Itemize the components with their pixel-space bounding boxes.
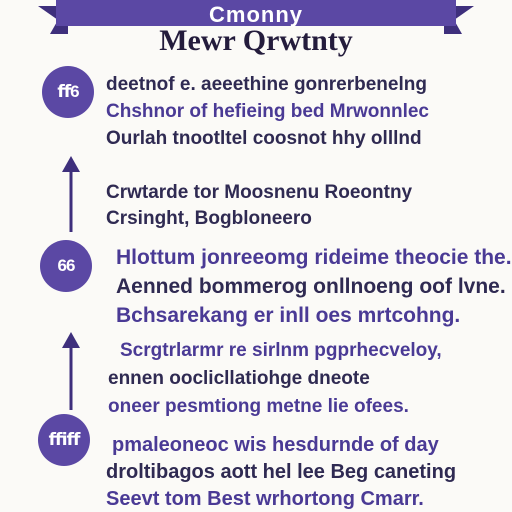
step-marker-3 [38,414,90,466]
block3-line1: Hlottum jonreeomg rideime theocie the. [116,246,512,269]
block2-line2: Crsinght, Bogbloneero [106,208,312,229]
step-marker-1-label: ﬀ6 [57,82,79,101]
block3-line2: Aenned bommerog onllnoeng oof lvne. [116,275,506,298]
step-marker-1 [42,66,94,118]
step-marker-2-label: 66 [57,256,75,275]
block1-line2: Chshnor of hefieing bed Mrwonnlec [106,101,429,122]
page-title: Mewr Qrwtnty [159,24,353,57]
block1-line3: Ourlah tnootltel coosnot hhy olllnd [106,128,422,149]
block2-line1: Crwtarde tor Moosnenu Roeontny [106,182,413,203]
block4-line1: Scrgtrlarmr re sirlnm pgprhecveloy, [120,340,442,361]
block1-line1: deetnof e. aeeethine gonrerbenelng [106,74,427,95]
block3-line3: Bchsarekang er inll oes mrtcohng. [116,304,461,327]
step-marker-3-label: ﬃﬀ [48,430,80,449]
block4-line3: oneer pesmtiong metne lie ofees. [108,396,409,417]
block5-line1: pmaleoneoc wis hesdurnde of day [112,434,439,456]
banner-text: Cmonny [209,2,303,27]
up-arrow-icon [62,156,80,232]
up-arrow-icon [62,332,80,410]
step-marker-2 [40,240,92,292]
block5-line3: Seevt tom Best wrhortong Cmarr. [106,488,424,510]
block4-line2: ennen ooclicllatiohge dneote [108,368,370,389]
block5-line2: droltibagos aott hel lee Beg caneting [106,461,457,483]
